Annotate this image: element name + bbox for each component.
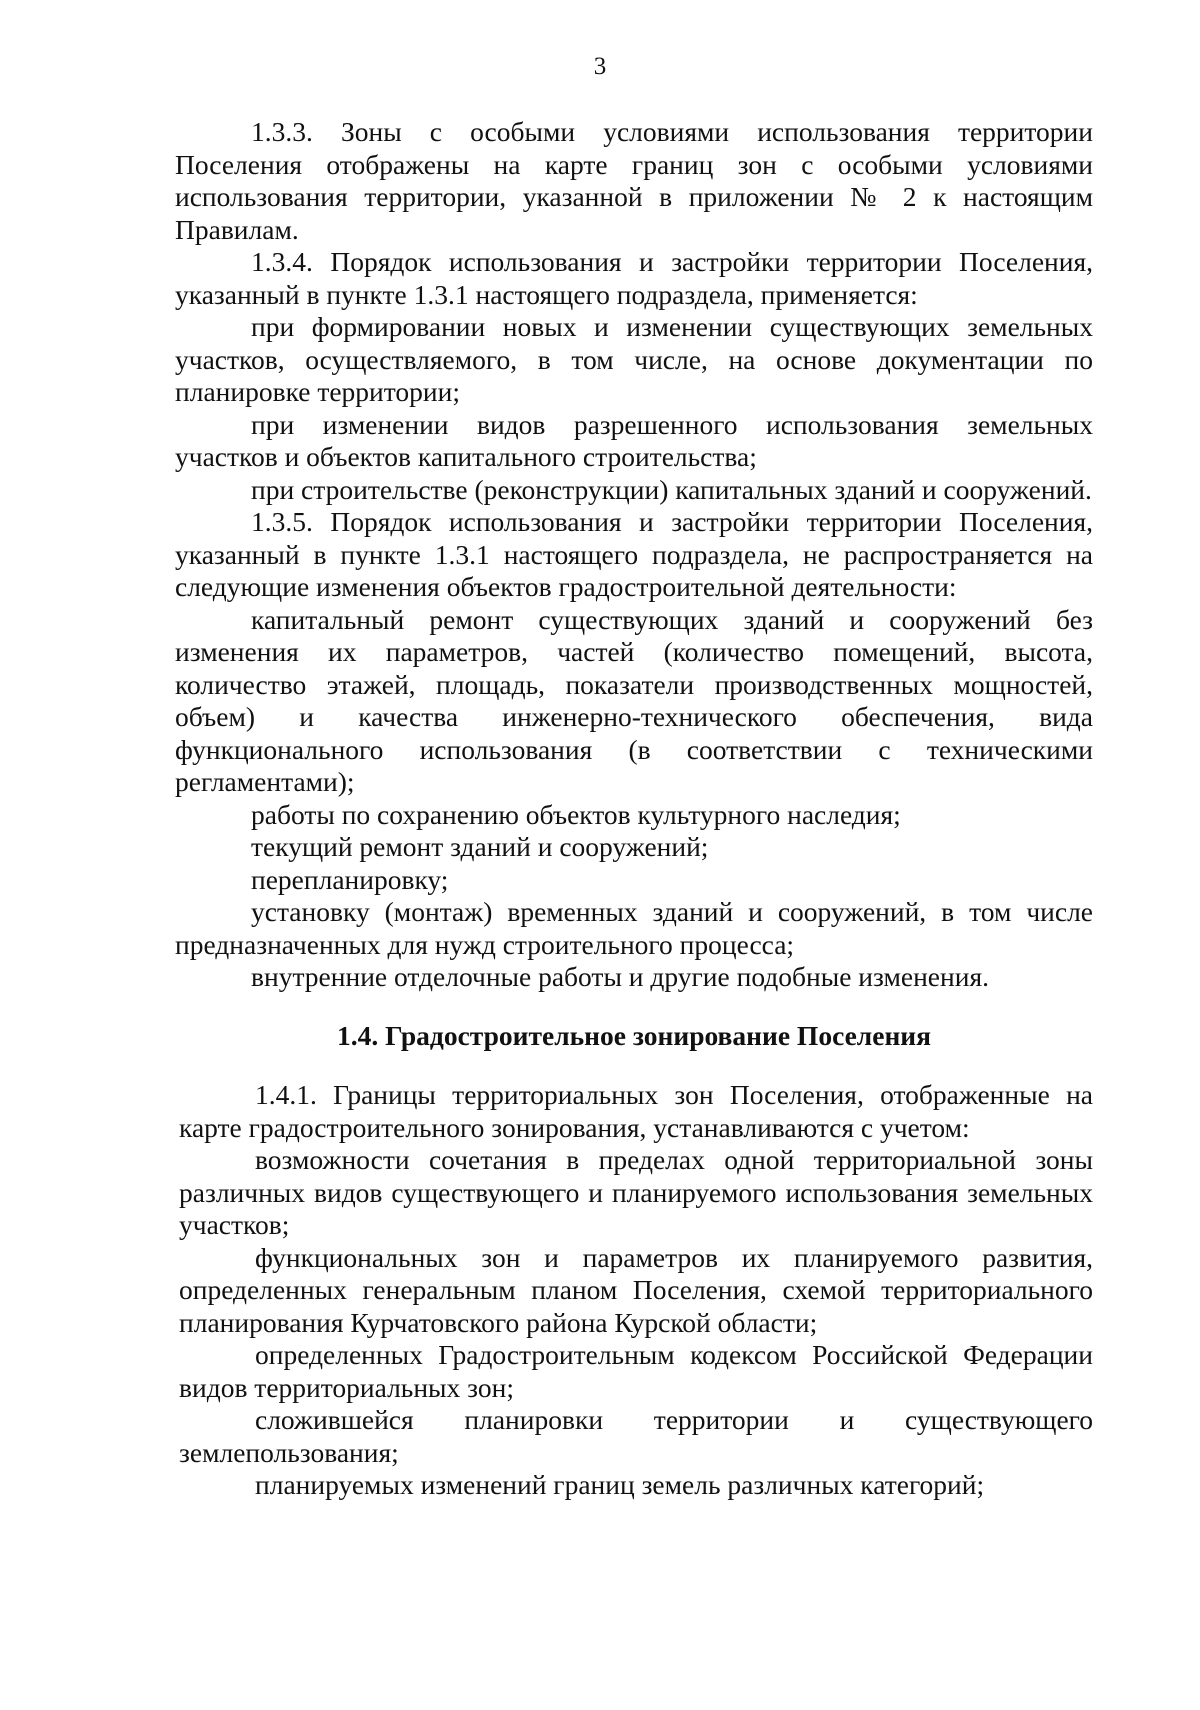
section-1-4-body — [179, 1079, 1093, 1502]
list-item: установку (монтаж) временных зданий и сооружений, в том числе предназначенных для нужд строительного процесса; — [175, 896, 1093, 960]
list-item: работы по сохранению объектов культурного наследия; — [251, 798, 901, 830]
section-heading: 1.4. Градостроительное зонирование Поселения — [336, 1019, 932, 1051]
paragraph-1-3-3: 1.3.3. Зоны с особыми условиями использования территории Поселения отображены на карте границ зон с особыми условиями использования территории, указанной в приложении № 2 к настоящим Правилам. — [175, 116, 1093, 245]
list-item: перепланировку; — [251, 863, 449, 895]
list-item: текущий ремонт зданий и сооружений; — [251, 831, 709, 862]
list-item: при строительстве (реконструкции) капитальных зданий и сооружений. — [251, 473, 1092, 505]
list-item: возможности сочетания в пределах одной территориальной зоны различных видов существующего и планируемого использования земельных участков; — [179, 1144, 1093, 1240]
page-number: 3 — [593, 53, 607, 80]
paragraph-1-4-1: 1.4.1. Границы территориальных зон Поселения, отображенные на карте градостроительного зонирования, устанавливаются с учетом: — [179, 1079, 1093, 1143]
list-item: капитальный ремонт существующих зданий и сооружений без изменения их параметров, частей (количество помещений, высота, количество этажей, площадь, показатели производственных мощностей, объем) и качества инженерно-технического обеспечения, вида функционального использования (в соответствии с техническими регламентами); — [175, 603, 1093, 797]
list-item: определенных Градостроительным кодексом Российской Федерации видов территориальных зон; — [179, 1339, 1093, 1403]
list-item: планируемых изменений границ земель различных категорий; — [255, 1469, 985, 1500]
paragraph-1-3-5: 1.3.5. Порядок использования и застройки территории Поселения, указанный в пункте 1.3.1 настоящего подраздела, не распространяется на следующие изменения объектов градостроительной деятельности: — [175, 506, 1093, 602]
list-item: сложившейся планировки территории и существующего землепользования; — [179, 1404, 1093, 1468]
list-item: при изменении видов разрешенного использования земельных участков и объектов капитального строительства; — [175, 408, 1093, 472]
list-item: внутренние отделочные работы и другие подобные изменения. — [251, 961, 989, 992]
list-item: функциональных зон и параметров их планируемого развития, определенных генеральным планом Поселения, схемой территориального планирования Курчатовского района Курской области; — [179, 1241, 1093, 1338]
document-body — [175, 116, 1093, 1502]
list-item: при формировании новых и изменении существующих земельных участков, осуществляемого, в том числе, на основе документации по планировке территории; — [175, 311, 1093, 407]
paragraph-1-3-4: 1.3.4. Порядок использования и застройки территории Поселения, указанный в пункте 1.3.1 настоящего подраздела, применяется: — [175, 246, 1093, 310]
